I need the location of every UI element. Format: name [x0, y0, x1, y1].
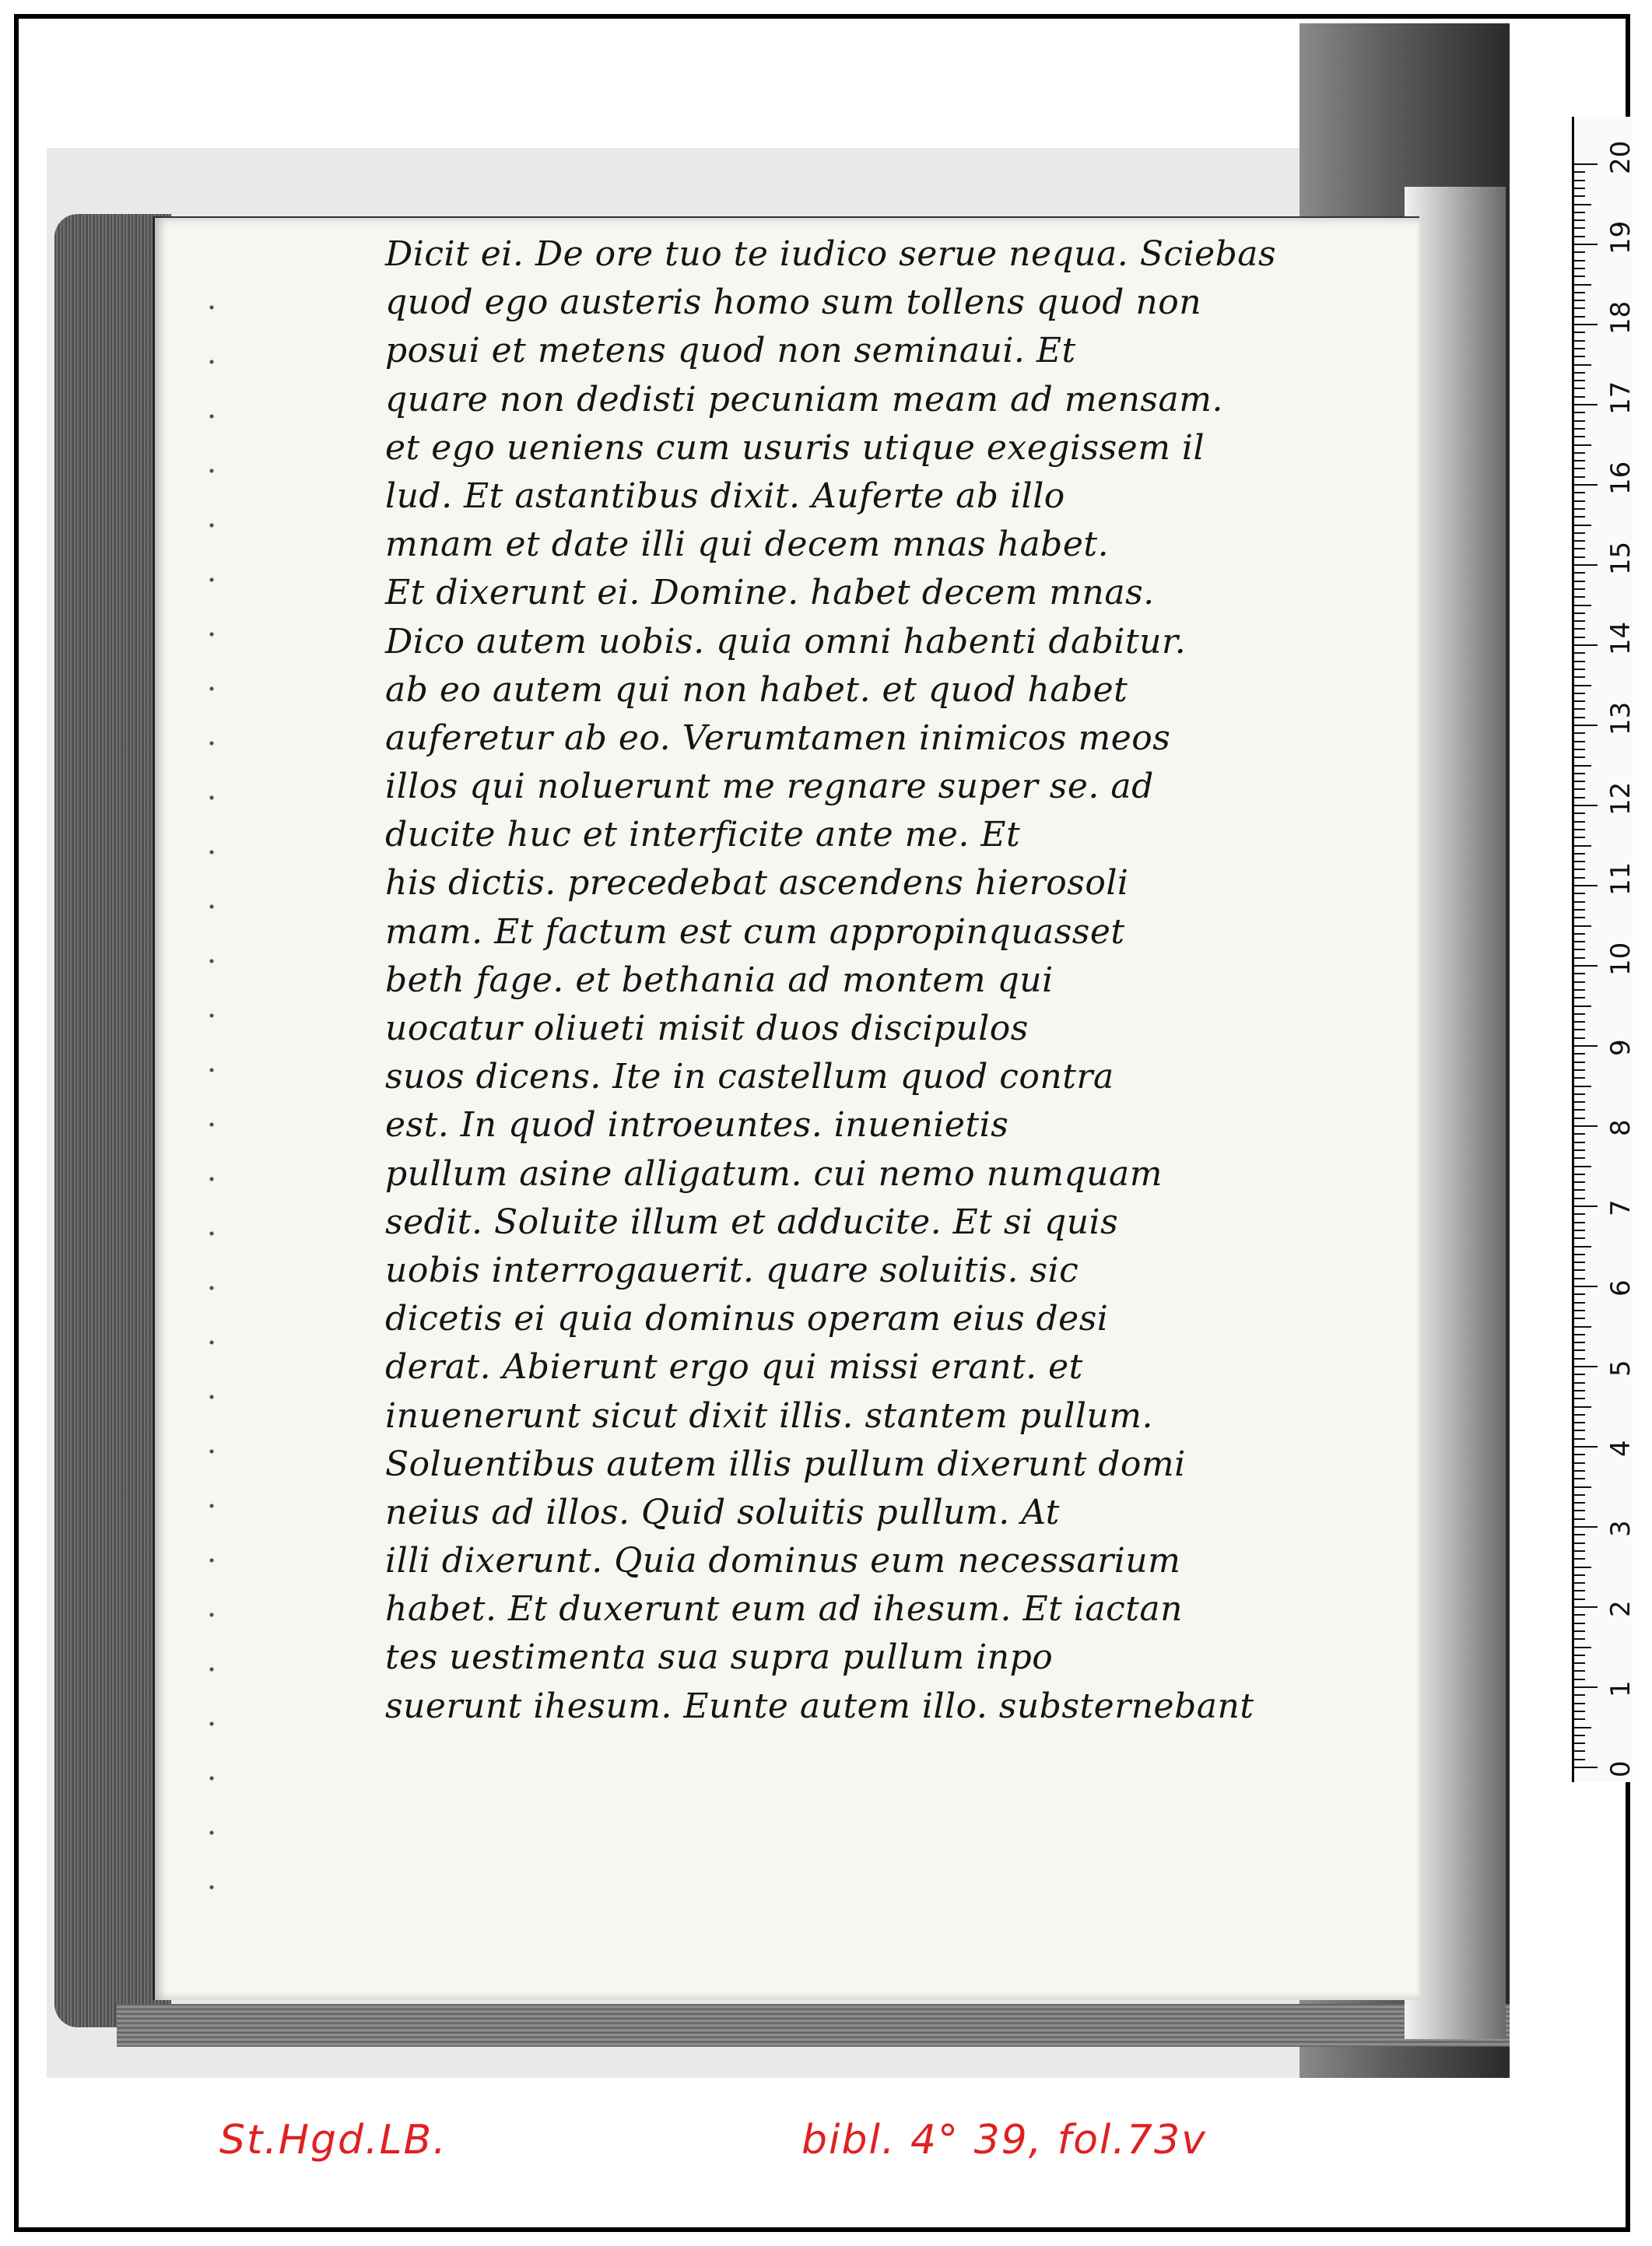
ruler-tick [1574, 1623, 1585, 1624]
ruler-tick [1574, 275, 1585, 277]
ruler-tick [1574, 1021, 1585, 1023]
manuscript-line: ducite huc et interficite ante me. Et [385, 815, 1021, 855]
ruler-label: 2 [1605, 1600, 1636, 1617]
ruler-tick [1574, 1630, 1585, 1632]
ruler-tick [1574, 396, 1585, 398]
ruler-tick [1574, 516, 1585, 518]
ruler-tick [1574, 989, 1585, 991]
manuscript-line: Dico autem uobis. quia omni habenti dabitur. [385, 621, 1187, 662]
ruler-tick [1574, 1470, 1585, 1472]
measuring-ruler [1572, 117, 1636, 1782]
ruler-tick [1574, 508, 1585, 510]
ruler-label: 12 [1605, 781, 1636, 816]
ruler-tick [1574, 1759, 1585, 1760]
ruler-tick [1574, 324, 1598, 325]
manuscript-line: mnam et date illi qui decem mnas habet. [385, 525, 1110, 565]
ruler-tick [1574, 500, 1585, 502]
ruler-tick [1574, 941, 1585, 942]
ruler-tick [1574, 781, 1585, 782]
ruler-tick [1574, 1599, 1585, 1600]
annotation-shelfmark: bibl. 4° 39, fol.73v [801, 2117, 1207, 2164]
ruler-tick [1574, 1478, 1585, 1479]
ruler-tick [1574, 1735, 1585, 1736]
manuscript-line: his dictis. precedebat ascendens hierosoli [385, 863, 1129, 904]
ruler-label: 16 [1605, 461, 1636, 495]
ruler-tick [1574, 1045, 1598, 1047]
manuscript-line: suos dicens. Ite in castellum quod contra [385, 1057, 1114, 1097]
ruler-tick [1574, 741, 1585, 742]
ruler-tick [1574, 756, 1585, 758]
ruler-tick [1574, 1230, 1585, 1231]
ruler-tick [1574, 452, 1585, 454]
ruler-label: 17 [1605, 381, 1636, 415]
ruler-tick [1574, 1142, 1585, 1143]
ruler-tick [1574, 805, 1598, 806]
ruler-tick [1574, 1318, 1585, 1319]
ruler-tick [1574, 1174, 1585, 1175]
ruler-tick [1574, 605, 1591, 606]
ruler-tick [1574, 708, 1585, 710]
ruler-tick [1574, 620, 1585, 622]
manuscript-line: mam. Et factum est cum appropinquasset [385, 911, 1125, 952]
ruler-tick [1574, 188, 1585, 189]
ruler-tick [1574, 1718, 1585, 1720]
ruler-tick [1574, 676, 1585, 678]
ruler-tick [1574, 1606, 1598, 1608]
ruler-tick [1574, 532, 1585, 534]
ruler-tick [1574, 685, 1591, 686]
ruler-tick [1574, 460, 1585, 461]
ruler-tick [1574, 725, 1598, 726]
ruler-tick [1574, 1053, 1585, 1055]
manuscript-line: derat. Abierunt ergo qui missi erant. et [385, 1347, 1083, 1388]
book-bottom-edge [117, 2004, 1510, 2047]
ruler-tick [1574, 260, 1585, 261]
ruler-tick [1574, 661, 1585, 662]
ruler-tick [1574, 700, 1585, 702]
ruler-label: 14 [1605, 621, 1636, 655]
ruler-tick [1574, 348, 1585, 349]
ruler-tick [1574, 1254, 1585, 1255]
ruler-tick [1574, 717, 1585, 718]
manuscript-line: pullum asine alligatum. cui nemo numquam [385, 1153, 1163, 1194]
ruler-tick [1574, 1374, 1585, 1375]
manuscript-line: tes uestimenta sua supra pullum inpo [385, 1637, 1054, 1678]
ruler-tick [1574, 837, 1585, 838]
ruler-tick [1574, 1278, 1585, 1279]
ruler-tick [1574, 556, 1585, 558]
ruler-tick [1574, 1286, 1598, 1287]
ruler-label: 8 [1605, 1119, 1636, 1136]
ruler-tick [1574, 1133, 1585, 1135]
ruler-label: 0 [1605, 1760, 1636, 1777]
manuscript-line: ab eo autem qui non habet. et quod habet [385, 669, 1128, 710]
ruler-tick [1574, 1534, 1585, 1535]
ruler-tick [1574, 428, 1585, 430]
manuscript-line: uocatur oliueti misit duos discipulos [385, 1009, 1029, 1048]
ruler-tick [1574, 797, 1585, 798]
manuscript-line: Et dixerunt ei. Domine. habet decem mnas. [385, 573, 1155, 613]
ruler-tick [1574, 628, 1585, 630]
ruler-tick [1574, 300, 1585, 301]
ruler-tick [1574, 1037, 1585, 1039]
ruler-tick [1574, 404, 1598, 405]
ruler-tick [1574, 444, 1591, 446]
ruler-tick [1574, 1302, 1585, 1304]
ruler-tick [1574, 307, 1585, 309]
manuscript-text-block [385, 230, 1350, 1756]
ruler-tick [1574, 1638, 1585, 1640]
ruler-tick [1574, 637, 1585, 638]
ruler-tick [1574, 1679, 1585, 1680]
manuscript-line: illos qui noluerunt me regnare super se. ad [385, 767, 1154, 807]
ruler-tick [1574, 1694, 1585, 1696]
ruler-tick [1574, 965, 1598, 967]
ruler-tick [1574, 1157, 1585, 1159]
ruler-tick [1574, 1310, 1585, 1311]
ruler-tick [1574, 484, 1598, 486]
ruler-tick [1574, 476, 1585, 478]
ruler-tick [1574, 492, 1585, 493]
ruler-tick [1574, 1670, 1585, 1672]
ruler-tick [1574, 380, 1585, 381]
ruler-tick [1574, 877, 1585, 879]
manuscript-line: suerunt ihesum. Eunte autem illo. substernebant [385, 1686, 1254, 1726]
ruler-tick [1574, 251, 1585, 253]
ruler-tick [1574, 861, 1585, 862]
ruler-tick [1574, 171, 1585, 173]
ruler-tick [1574, 1558, 1585, 1560]
manuscript-line: habet. Et duxerunt eum ad ihesum. Et iactan [385, 1589, 1183, 1630]
ruler-tick [1574, 572, 1585, 574]
ruler-tick [1574, 1486, 1591, 1488]
ruler-tick [1574, 1069, 1585, 1071]
ruler-tick [1574, 1382, 1585, 1384]
ruler-label: 19 [1605, 220, 1636, 254]
manuscript-line: quare non dedisti pecuniam meam ad mensam. [385, 379, 1223, 419]
ruler-tick [1574, 949, 1585, 950]
ruler-label: 18 [1605, 300, 1636, 335]
ruler-tick [1574, 1349, 1585, 1351]
manuscript-line: inuenerunt sicut dixit illis. stantem pullum. [385, 1395, 1153, 1436]
ruler-tick [1574, 212, 1585, 213]
ruler-tick [1574, 1237, 1585, 1239]
ruler-tick [1574, 1742, 1585, 1744]
ruler-label: 6 [1605, 1279, 1636, 1297]
ruler-tick [1574, 1438, 1585, 1440]
ruler-tick [1574, 1293, 1585, 1295]
ruler-label: 10 [1605, 942, 1636, 976]
manuscript-line: sedit. Soluite illum et adducite. Et si quis [385, 1202, 1119, 1242]
ruler-tick [1574, 1414, 1585, 1416]
ruler-tick [1574, 1222, 1585, 1223]
ruler-label: 15 [1605, 541, 1636, 575]
ruler-tick [1574, 436, 1585, 437]
ruler-tick [1574, 372, 1585, 374]
ruler-tick [1574, 917, 1585, 918]
ruler-tick [1574, 588, 1585, 590]
ruler-tick [1574, 669, 1585, 670]
annotation-library-siglum: St.Hgd.LB. [219, 2117, 447, 2164]
ruler-label: 11 [1605, 862, 1636, 896]
ruler-tick [1574, 1510, 1585, 1511]
ruler-tick [1574, 1662, 1585, 1664]
ruler-tick [1574, 1550, 1585, 1552]
ruler-tick [1574, 765, 1591, 767]
manuscript-line: et ego ueniens cum usuris utique exegissem il [385, 427, 1205, 468]
ruler-label: 3 [1605, 1520, 1636, 1537]
ruler-tick [1574, 548, 1585, 549]
manuscript-line: dicetis ei quia dominus operam eius desi [385, 1299, 1109, 1339]
ruler-tick [1574, 1189, 1585, 1191]
ruler-tick [1574, 1590, 1585, 1592]
ruler-tick [1574, 1711, 1585, 1712]
ruler-tick [1574, 1502, 1585, 1504]
ruler-tick [1574, 925, 1591, 927]
ruler-label: 20 [1605, 140, 1636, 174]
ruler-tick [1574, 1118, 1585, 1119]
ruler-tick [1574, 1398, 1585, 1399]
ruler-tick [1574, 1454, 1585, 1455]
ruler-tick [1574, 845, 1591, 847]
manuscript-line: Soluentibus autem illis pullum dixerunt domi [385, 1444, 1186, 1484]
ruler-tick [1574, 1462, 1585, 1464]
ruler-tick [1574, 163, 1598, 165]
ruler-tick [1574, 749, 1585, 750]
ruler-tick [1574, 652, 1585, 654]
ruler-tick [1574, 1767, 1598, 1768]
manuscript-line: beth fage. et bethania ad montem qui [385, 960, 1054, 1000]
ruler-tick [1574, 468, 1585, 469]
ruler-tick [1574, 1390, 1585, 1391]
ruler-tick [1574, 869, 1585, 870]
ruler-label: 9 [1605, 1039, 1636, 1056]
ruler-tick [1574, 1246, 1591, 1248]
ruler-tick [1574, 788, 1585, 790]
manuscript-line: Dicit ei. De ore tuo te iudico serue nequa. Sciebas [385, 234, 1277, 274]
ruler-tick [1574, 981, 1585, 983]
ruler-tick [1574, 195, 1585, 197]
ruler-tick [1574, 693, 1585, 694]
ruler-tick [1574, 612, 1585, 614]
ruler-tick [1574, 388, 1585, 389]
ruler-tick [1574, 564, 1598, 566]
ruler-tick [1574, 973, 1585, 974]
ruler-tick [1574, 933, 1585, 935]
ruler-tick [1574, 1526, 1598, 1528]
ruler-tick [1574, 1727, 1591, 1728]
ruler-tick [1574, 540, 1585, 542]
ruler-tick [1574, 1358, 1585, 1360]
ruler-tick [1574, 901, 1585, 903]
ruler-tick [1574, 1181, 1585, 1183]
ruler-tick [1574, 997, 1585, 998]
ruler-tick [1574, 1062, 1585, 1063]
manuscript-line: lud. Et astantibus dixit. Auferte ab illo [385, 476, 1065, 516]
ruler-tick [1574, 236, 1585, 237]
ruler-tick [1574, 1446, 1598, 1448]
manuscript-line: neius ad illos. Quid soluitis pullum. At [385, 1492, 1060, 1532]
page-right-edge [1405, 187, 1506, 2039]
ruler-tick [1574, 1262, 1585, 1263]
ruler-tick [1574, 812, 1585, 814]
ruler-tick [1574, 284, 1591, 286]
ruler-tick [1574, 1101, 1585, 1103]
manuscript-line: posui et metens quod non seminaui. Et [385, 331, 1076, 371]
ruler-tick [1574, 1567, 1591, 1568]
ruler-tick [1574, 1430, 1585, 1431]
ruler-tick [1574, 1406, 1591, 1408]
ruler-tick [1574, 219, 1585, 221]
ruler-tick [1574, 1494, 1585, 1496]
ruler-tick [1574, 1703, 1585, 1704]
ruler-tick [1574, 1342, 1585, 1343]
ruler-tick [1574, 581, 1585, 582]
ruler-tick [1574, 1366, 1598, 1367]
ruler-tick [1574, 1326, 1591, 1328]
ruler-label: 5 [1605, 1360, 1636, 1377]
ruler-tick [1574, 316, 1585, 318]
ruler-tick [1574, 1013, 1585, 1015]
ruler-tick [1574, 909, 1585, 911]
ruler-tick [1574, 1205, 1598, 1207]
ruler-tick [1574, 1005, 1591, 1007]
ruler-tick [1574, 525, 1591, 526]
ruler-tick [1574, 1198, 1585, 1199]
ruler-tick [1574, 1542, 1585, 1544]
ruler-tick [1574, 364, 1591, 366]
ruler-tick [1574, 1109, 1585, 1111]
ruler-tick [1574, 1647, 1591, 1648]
ruler-tick [1574, 1166, 1591, 1167]
ruler-tick [1574, 356, 1585, 357]
ruler-tick [1574, 821, 1585, 823]
manuscript-line: auferetur ab eo. Verumtamen inimicos meos [385, 718, 1171, 758]
ruler-tick [1574, 853, 1585, 855]
ruler-tick [1574, 1574, 1585, 1576]
ruler-tick [1574, 1582, 1585, 1584]
ruler-tick [1574, 1077, 1585, 1079]
ruler-tick [1574, 1334, 1585, 1335]
ruler-tick [1574, 420, 1585, 422]
ruler-tick [1574, 885, 1598, 886]
ruler-tick [1574, 1149, 1585, 1151]
ruler-tick [1574, 412, 1585, 413]
ruler-label: 13 [1605, 701, 1636, 735]
manuscript-line: quod ego austeris homo sum tollens quod non [385, 283, 1202, 323]
manuscript-line: est. In quod introeuntes. inuenietis [385, 1105, 1009, 1146]
ruler-tick [1574, 1518, 1585, 1520]
ruler-tick [1574, 1125, 1598, 1127]
ruler-tick [1574, 732, 1585, 734]
ruler-tick [1574, 1614, 1585, 1616]
ruler-tick [1574, 1422, 1585, 1423]
ruler-tick [1574, 332, 1585, 333]
ruler-tick [1574, 1029, 1585, 1030]
ruler-tick [1574, 268, 1585, 269]
ruler-label: 7 [1605, 1199, 1636, 1216]
ruler-tick [1574, 957, 1585, 959]
ruler-tick [1574, 1213, 1585, 1215]
ruler-tick [1574, 893, 1585, 894]
ruler-tick [1574, 340, 1585, 342]
ruler-tick [1574, 1686, 1598, 1688]
ruler-tick [1574, 644, 1598, 646]
ruler-tick [1574, 180, 1585, 181]
ruler-tick [1574, 204, 1591, 205]
ruler-tick [1574, 292, 1585, 293]
ruler-tick [1574, 1750, 1585, 1752]
ruler-tick [1574, 829, 1585, 830]
ruler-tick [1574, 244, 1598, 245]
ruler-tick [1574, 227, 1585, 229]
ruler-label: 1 [1605, 1680, 1636, 1697]
gutter-pricking-marks [204, 280, 219, 1914]
ruler-tick [1574, 1269, 1585, 1271]
manuscript-line: uobis interrogauerit. quare soluitis. sic [385, 1250, 1079, 1290]
ruler-tick [1574, 1086, 1591, 1087]
ruler-tick [1574, 1655, 1585, 1656]
ruler-label: 4 [1605, 1440, 1636, 1457]
ruler-tick [1574, 1093, 1585, 1095]
manuscript-line: illi dixerunt. Quia dominus eum necessarium [385, 1541, 1181, 1581]
ruler-tick [1574, 596, 1585, 598]
ruler-tick [1574, 773, 1585, 774]
